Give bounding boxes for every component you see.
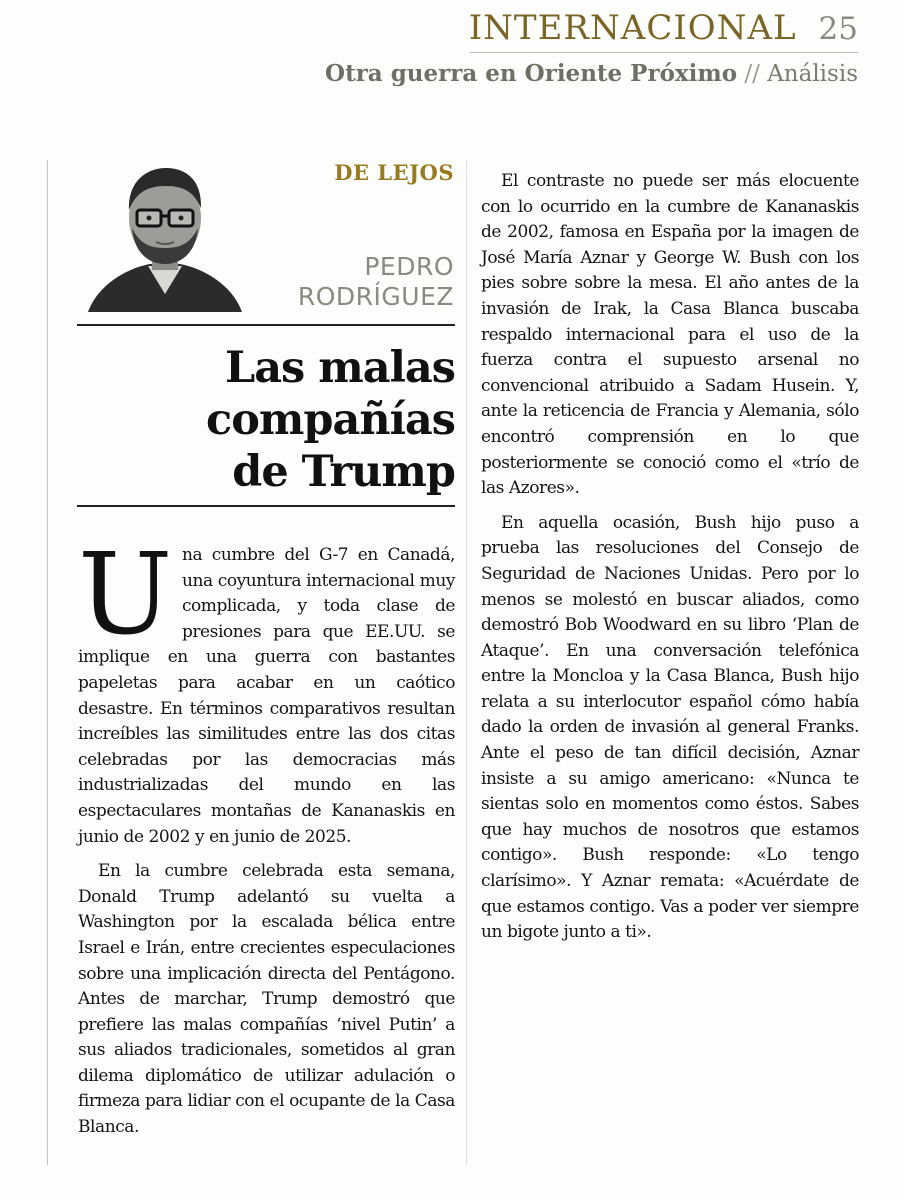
section-title: INTERNACIONAL	[468, 8, 797, 48]
subheader	[325, 60, 858, 87]
paragraph-1	[78, 530, 455, 850]
column-name: DE LEJOS	[334, 160, 454, 185]
paragraph-2: En la cumbre celebrada esta semana, Donald Trump adelantó su vuelta a Washington por la escalada bélica entre Israel e Irán, entre crecientes especulaciones sobre una implicación directa del Pentágono. Antes de marchar, Trump demostró que prefiere las malas compañías ‘nivel Putin’ a sus aliados tradicionales, sometidos al gran dilema diplomático de utilizar adulación o firmeza para lidiar con el ocupante de la Casa Blanca.	[78, 861, 455, 1138]
left-margin-rule	[47, 160, 48, 1165]
headline	[77, 342, 455, 498]
article-type-label: Análisis	[767, 61, 858, 87]
headline-line-2: compañías	[206, 395, 455, 445]
column-gap	[466, 160, 467, 1165]
drop-cap: U	[78, 530, 172, 660]
headline-rule-top	[77, 324, 455, 326]
page-number: 25	[818, 11, 858, 47]
paragraph-3: El contraste no puede ser más elocuente con lo ocurrido en la cumbre de Kananaskis de 2002, famosa en España por la imagen de José María Aznar y George W. Bush con los pies sobre sobre la mesa. El año antes de la invasión de Irak, la Casa Blanca buscaba respaldo internacional para el uso de la fuerza contra el supuesto arsenal no convencional atribuido a Sadam Husein. Y, ante la reticencia de Francia y Alemania, sólo encontró comprensión en lo que posteriormente se conoció como el «trío de las Azores».	[481, 171, 859, 499]
article-column-right	[481, 169, 859, 955]
article-column-left	[78, 530, 455, 1150]
paragraph-1-text: na cumbre del G-7 en Canadá, una coyuntura internacional muy complicada, y toda clase de presiones para que EE.UU. se implique en una guerra con bastantes papeletas para acabar en un caótico desastre. En términos comparativos resultan increíbles las similitudes entre las dos citas celebradas por las democracias más industrializadas del mundo en las espectaculares montañas de Kananaskis en junio de 2002 y en junio de 2025.	[78, 545, 455, 847]
headline-line-1: Las malas	[224, 343, 455, 393]
author-photo	[80, 152, 250, 312]
author-first-name: PEDRO	[364, 252, 454, 281]
topic-kicker: Otra guerra en Oriente Próximo	[325, 60, 738, 87]
kicker-separator: //	[744, 61, 760, 87]
author-byline	[250, 252, 454, 312]
headline-rule-bottom	[77, 505, 455, 507]
header-divider	[470, 52, 858, 53]
author-last-name: RODRÍGUEZ	[297, 282, 454, 311]
paragraph-4: En aquella ocasión, Bush hijo puso a prueba las resoluciones del Consejo de Seguridad de Naciones Unidas. Pero por lo menos se molestó en buscar aliados, como demostró Bob Woodward en su libro ‘Plan de Ataque’. En una conversación telefónica entre la Moncloa y la Casa Blanca, Bush hijo relata a su interlocutor español cómo había dado la orden de invasión al general Franks. Ante el peso de tan difícil decisión, Aznar insiste a su amigo americano: «Nunca te sientas solo en momentos como éstos. Sabes que hay muchos de nosotros que estamos contigo». Bush responde: «Lo tengo clarísimo». Y Aznar remata: «Acuérdate de que estamos contigo. Vas a poder ver siempre un bigote junto a ti».	[481, 512, 859, 943]
headline-line-3: de Trump	[232, 447, 455, 497]
page-header	[469, 8, 858, 52]
